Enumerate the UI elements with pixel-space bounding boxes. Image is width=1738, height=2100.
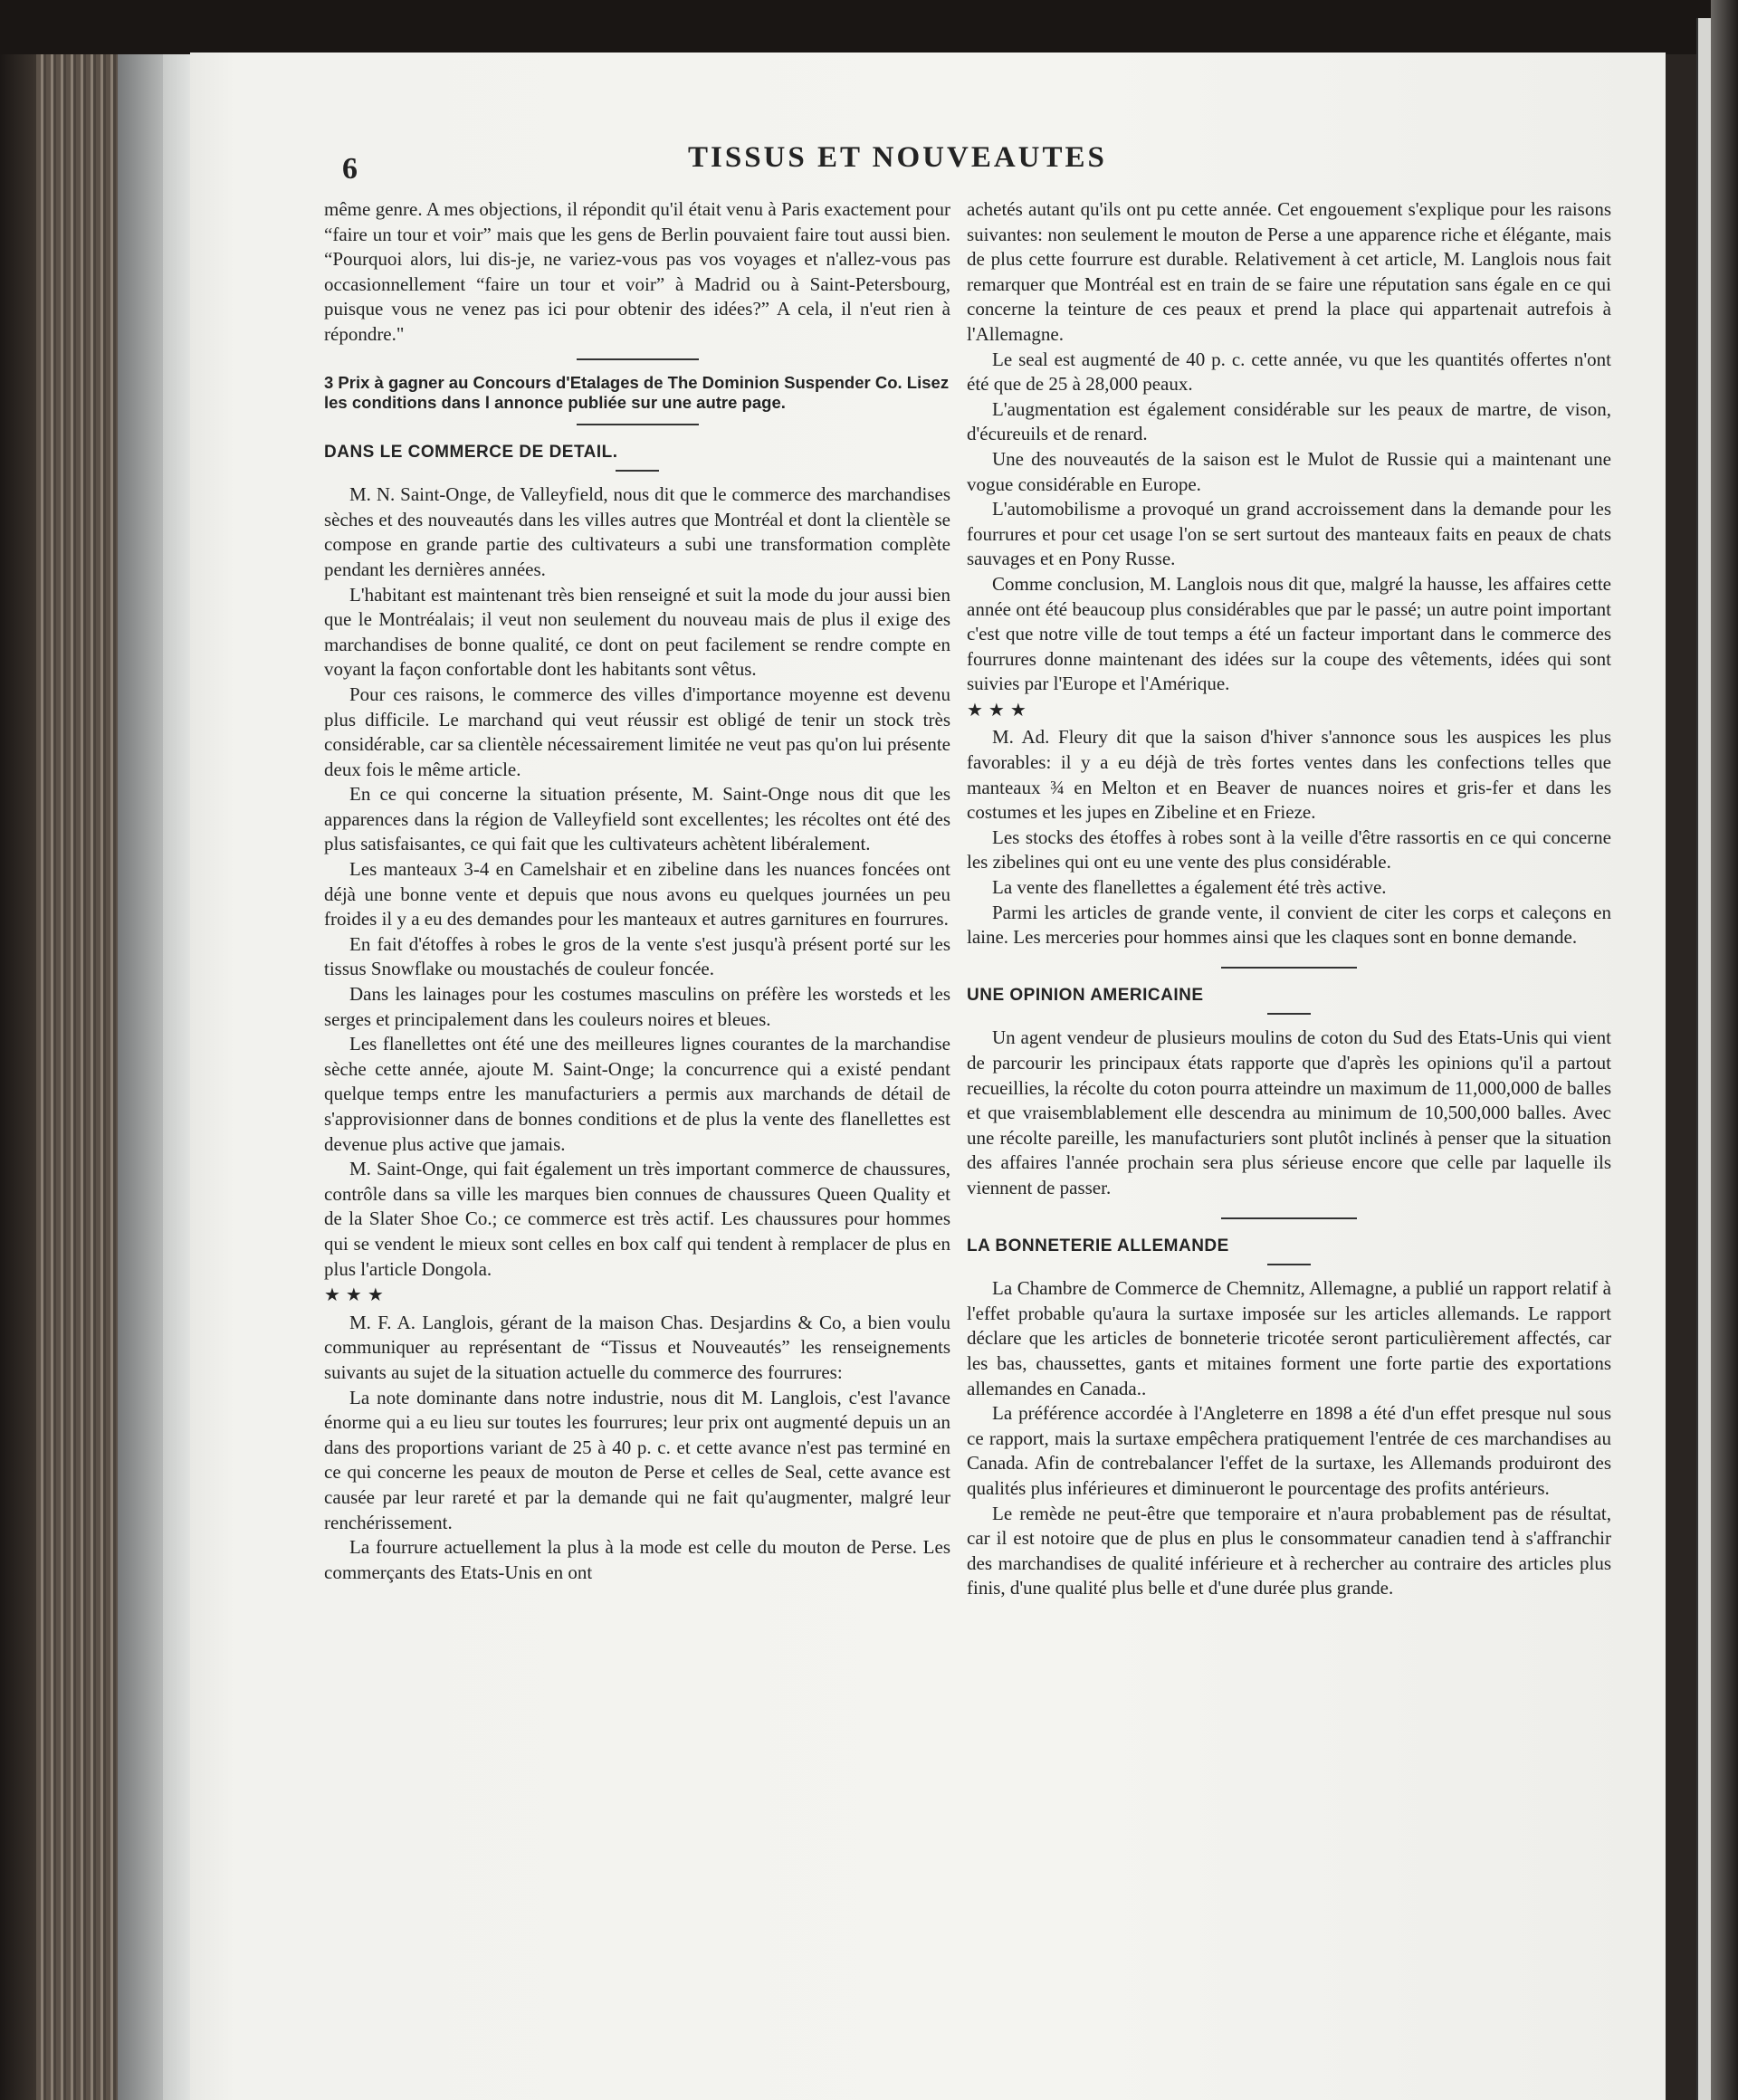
paragraph: La préférence accordée à l'Angleterre en 1898 a été d'un effet presque nul sous ce rapport, mais la surtaxe empêchera pratiquement l'entrée de ces marchandises au Canada. Afin de contrebalancer l'effet de la surtaxe, les Allemands produiront des qualités plus inférieures et diminueront le pourcentage des profits antérieurs. [967,1402,1611,1499]
paragraph: Le seal est augmenté de 40 p. c. cette année, vu que les quantités offertes n'ont été que de 25 à 28,000 peaux. [967,348,1611,396]
heading-underline [616,470,659,472]
paragraph: Parmi les articles de grande vente, il convient de citer les corps et caleçons en laine. Les merceries pour hommes ainsi que les claques sont en bonne demande. [967,901,1611,949]
right-column [967,197,1611,1601]
book-spine-edge [0,54,36,2100]
paragraph: M. N. Saint-Onge, de Valleyfield, nous dit que le commerce des marchandises sèches et des nouveautés dans les villes autres que Montréal et dont la clientèle se compose en grande partie des cultivateurs a subi une transformation complète pendant les dernières années. [324,483,950,580]
paragraph: Un agent vendeur de plusieurs moulins de coton du Sud des Etats-Unis qui vient de parcourir les principaux états rapporte que d'après les opinions qu'il a partout recueillies, la récolte du coton pourra atteindre un maximum de 11,000,000 de balles et que vraisemblablement elle descendra au minimum de 10,500,000 balles. Avec une récolte pareille, les manufacturiers sont plutôt inclinés à penser que la situation des affaires l'année prochain sera plus sérieuse encore que celle par laquelle ils viennent de passer. [967,1026,1611,1198]
paragraph: En ce qui concerne la situation présente, M. Saint-Onge nous dit que les apparences dans la région de Valleyfield sont excellentes; les récoltes ont été des plus satisfaisantes, ce qui fait que les cultivateurs achètent libéralement. [324,783,950,855]
section-heading-opinion-americaine: UNE OPINION AMERICAINE [967,985,1204,1005]
paragraph: L'augmentation est également considérable sur les peaux de martre, de vison, d'écureuils et de renard. [967,397,1611,445]
heading-underline [1267,1013,1311,1015]
paragraph: Les stocks des étoffes à robes sont à la veille d'être rassortis en ce qui concerne les zibelines qui ont eu une vente des plus considérable. [967,826,1611,873]
book-page-edge-grey [118,54,163,2100]
paragraph: Dans les lainages pour les costumes masculins on préfère les worsteds et les serges et principalement dans les couleurs noires et bleues. [324,983,950,1030]
section-divider [1221,967,1357,969]
section-divider [577,424,699,425]
scan-right-margin [1711,0,1738,2100]
paragraph: Pour ces raisons, le commerce des villes d'importance moyenne est devenu plus difficile. Le marchand qui veut réussir est obligé de tenir un stock très considérable, car sa clientèle nécessairement limitée ne veut pas qu'on lui présente deux fois le même article. [324,682,950,780]
paragraph: La vente des flanellettes a également été très active. [992,876,1387,899]
scan-top-margin [0,0,1738,54]
paragraph: L'automobilisme a provoqué un grand accroissement dans la demande pour les fourrures et pour cet usage l'on se sert surtout des manteaux faits en peaux de chats sauvages et en Pony Russe. [967,498,1611,570]
section-divider [577,358,699,360]
paragraph: La fourrure actuellement la plus à la mode est celle du mouton de Perse. Les commerçants des Etats-Unis en ont [324,1536,950,1583]
paragraph: même genre. A mes objections, il répondit qu'il était venu à Paris exactement pour “faire un tour et voir” mais que les gens de Berlin pouvaient faire tout aussi bien. “Pourquoi alors, lui dis-je, ne variez-vous pas vos voyages et n'allez-vous pas occasionnellement “faire un tour et voir” à Madrid ou à Saint-Petersbourg, puisque vous ne venez pas ici pour obtenir des idées?” A cela, il n'eut rien à répondre." [324,198,950,345]
section-divider [1221,1217,1357,1219]
paragraph: La note dominante dans notre industrie, nous dit M. Langlois, c'est l'avance énorme qui a eu lieu sur toutes les fourrures; leur prix ont augmenté depuis un an dans des proportions variant de 25 à 40 p. c. et cette avance n'est pas terminé en ce qui concerne les peaux de mouton de Perse et celles de Seal, cette avance est causée par leur rareté et par la demande qui ne fait qu'augmenter, malgré leur renchérissement. [324,1386,950,1533]
paragraph: En fait d'étoffes à robes le gros de la vente s'est jusqu'à présent porté sur les tissus Snowflake ou moustachés de couleur foncée. [324,932,950,980]
paragraph: M. Saint-Onge, qui fait également un très important commerce de chaussures, contrôle dans sa ville les marques bien connues de chaussures Queen Quality et de la Slater Shoe Co.; ce commerce est très actif. Les chaussures pour hommes qui se vendent le mieux sont celles en box calf qui tendent à remplacer de plus en plus l'article Dongola. [324,1158,950,1280]
heading-underline [1267,1264,1311,1265]
document-page [190,52,1666,2100]
paragraph: L'habitant est maintenant très bien renseigné et suit la mode du jour aussi bien que le Montréalais; il veut non seulement du nouveau mais de plus il exige des marchandises de bonne qualité, ce dont on peut facilement se rendre compte en voyant la façon confortable dont les habitants sont vêtus. [324,583,950,681]
section-heading-commerce-detail: DANS LE COMMERCE DE DETAIL. [324,442,618,462]
contest-notice: 3 Prix à gagner au Concours d'Etalages de The Dominion Suspender Co. Lisez les conditions dans l annonce publiée sur une autre page. [324,372,950,412]
paragraph: Une des nouveautés de la saison est le Mulot de Russie qui a maintenant une vogue considérable en Europe. [967,447,1611,495]
paragraph: Comme conclusion, M. Langlois nous dit que, malgré la hausse, les affaires cette année ont été beaucoup plus considérables que par le passé; un autre point important c'est que notre ville de tout temps a été un facteur important dans le commerce des fourrures donne maintenant des idées sur la coupe des vêtements, idées qui sont suivies par l'Europe et l'Amérique. [967,572,1611,695]
paragraph: M. Ad. Fleury dit que la saison d'hiver s'annonce sous les auspices les plus favorables: il y a eu déjà de très fortes ventes dans les confections telles que manteaux ¾ en Melton et en Beaver de nuances noires et gris-fer et dans les costumes et les jupes en Zibeline et en Frieze. [967,726,1611,824]
stars-separator: ★★★ [324,1285,389,1306]
paragraph: Les manteaux 3-4 en Camelshair et en zibeline dans les nuances foncées ont déjà une bonne vente et depuis que nous avons eu quelques journées un peu froides il y a eu des demandes pour les manteaux et autres garnitures en fourrures. [324,858,950,931]
book-page-edges [36,54,118,2100]
paragraph: Les flanellettes ont été une des meilleures lignes courantes de la marchandise sèche cette année, ajoute M. Saint-Onge; la concurrence qui a existé pendant quelque temps entre les manufacturiers a permis aux marchands de détail de s'approvisionner dans de bonnes conditions et de plus la vente des flanellettes est devenue plus active que jamais. [324,1033,950,1155]
scan-right-strip [1696,18,1711,2100]
running-head: TISSUS ET NOUVEAUTES [688,141,1107,174]
section-heading-bonneterie-allemande: LA BONNETERIE ALLEMANDE [967,1236,1229,1255]
paragraph: M. F. A. Langlois, gérant de la maison Chas. Desjardins & Co, a bien voulu communiquer au représentant de “Tissus et Nouveautés” les renseignements suivants au sujet de la situation actuelle du commerce des fourrures: [324,1311,950,1383]
left-column [324,197,950,1585]
paragraph: achetés autant qu'ils ont pu cette année. Cet engouement s'explique pour les raisons suivantes: non seulement le mouton de Perse a une apparence riche et élégante, mais de plus cette fourrure est durable. Relativement à cet article, M. Langlois nous fait remarquer que Montréal est en train de se faire une réputation sans égale en ce qui concerne la teinture de ces peaux et prend la place qui appartenait autrefois à l'Allemagne. [967,198,1611,345]
book-page-edge-light [163,54,190,2100]
paragraph: La Chambre de Commerce de Chemnitz, Allemagne, a publié un rapport relatif à l'effet probable qu'aura la surtaxe imposée sur les articles allemands. Le rapport déclare que les articles de bonneterie tricotée seront particulièrement affectés, car les bas, chaussettes, gants et mitaines forment une forte partie des exportations allemandes en Canada.. [967,1277,1611,1399]
paragraph: Le remède ne peut-être que temporaire et n'aura probablement pas de résultat, car il est notoire que de plus en plus le consommateur canadien tend à s'affranchir des marchandises de qualité inférieure et à rechercher au contraire des articles plus finis, d'une qualité plus belle et d'une durée plus grande. [967,1502,1611,1599]
page-number: 6 [342,152,358,186]
stars-separator: ★★★ [967,700,1032,721]
